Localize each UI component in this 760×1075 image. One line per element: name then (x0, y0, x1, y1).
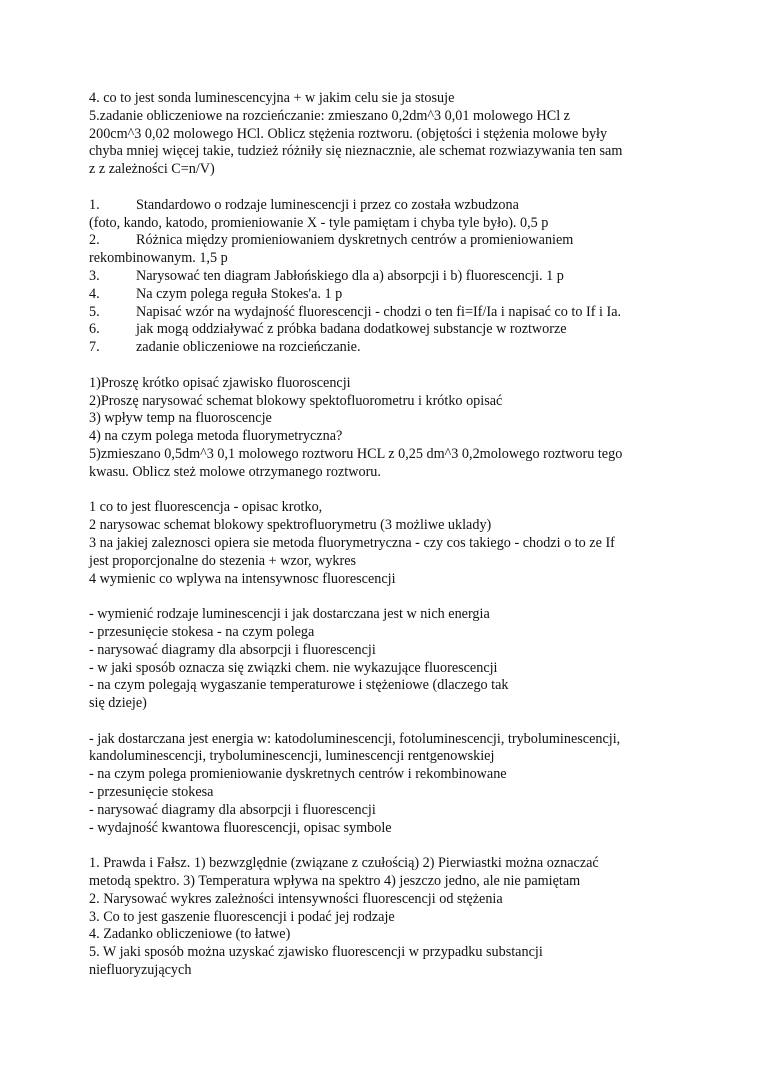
text-line: niefluoryzujących (89, 962, 192, 979)
numbered-item (89, 321, 689, 339)
numbered-item (89, 286, 689, 304)
text-block (89, 731, 689, 838)
text-line: 5.zadanie obliczeniowe na rozcieńczanie: zmieszano 0,2dm^3 0,01 molowego HCl z (89, 107, 570, 124)
item-text: (foto, kando, katodo, promieniowanie X - tyle pamiętam i chyba tyle było). 0,5 p (89, 214, 549, 231)
text-line: 3) wpływ temp na fluoroscencje (89, 410, 272, 427)
item-text: Narysować ten diagram Jabłońskiego dla a) absorpcji i b) fluorescencji. 1 p (136, 267, 564, 284)
item-text: Na czym polega reguła Stokes'a. 1 p (136, 285, 343, 302)
text-line: 4) na czym polega metoda fluorymetryczna? (89, 428, 343, 445)
text-line: 4. Zadanko obliczeniowe (to łatwe) (89, 926, 291, 943)
text-line: 3 na jakiej zaleznosci opiera sie metoda fluorymetryczna - czy cos takiego - chodzi o to ze If (89, 534, 615, 551)
text-block (89, 197, 689, 357)
item-number: 4. (89, 285, 100, 302)
text-line: - przesunięcie stokesa - na czym polega (89, 623, 315, 640)
text-line: - wymienić rodzaje luminescencji i jak dostarczana jest w nich energia (89, 606, 490, 623)
text-line: - w jaki sposób oznacza się związki chem. nie wykazujące fluorescencji (89, 659, 498, 676)
text-line: 200cm^3 0,02 molowego HCl. Oblicz stężenia roztworu. (objętości i stężenia molowe były (89, 125, 608, 142)
text-line: - przesunięcie stokesa (89, 784, 214, 801)
text-block (89, 375, 689, 482)
text-line: - wydajność kwantowa fluorescencji, opisac symbole (89, 819, 392, 836)
item-number: 1. (89, 196, 100, 213)
text-line: metodą spektro. 3) Temperatura wpływa na spektro 4) jeszczo jedno, ale nie pamiętam (89, 873, 581, 890)
item-text: Standardowo o rodzaje luminescencji i przez co została wzbudzona (136, 196, 519, 213)
text-line: - narysować diagramy dla absorpcji i fluorescencji (89, 801, 376, 818)
item-number: 7. (89, 339, 100, 356)
text-line: - na czym polega promieniowanie dyskretnych centrów i rekombinowane (89, 766, 507, 783)
text-line: 2)Proszę narysować schemat blokowy spektofluorometru i krótko opisać (89, 392, 503, 409)
text-line: 5)zmieszano 0,5dm^3 0,1 molowego roztworu HCL z 0,25 dm^3 0,2molowego roztworu tego (89, 445, 623, 462)
text-block (89, 499, 689, 588)
text-line: 5. W jaki sposób można uzyskać zjawisko fluorescencji w przypadku substancji (89, 944, 543, 961)
text-line: 3. Co to jest gaszenie fluorescencji i podać jej rodzaje (89, 908, 395, 925)
numbered-item (89, 215, 689, 233)
text-line: jest proporcjonalne do stezenia + wzor, wykres (89, 552, 357, 569)
numbered-item (89, 304, 689, 322)
numbered-item (89, 250, 689, 268)
text-line: - na czym polegają wygaszanie temperaturowe i stężeniowe (dlaczego tak (89, 677, 509, 694)
text-block (89, 855, 689, 980)
item-number: 3. (89, 267, 100, 284)
document-page (89, 90, 689, 998)
text-line: się dzieje) (89, 695, 147, 712)
text-line: 1 co to jest fluorescencja - opisac krotko, (89, 499, 323, 516)
text-block (89, 90, 689, 179)
numbered-item (89, 232, 689, 250)
numbered-item (89, 268, 689, 286)
item-number: 6. (89, 321, 100, 338)
text-line: kwasu. Oblicz steż molowe otrzymanego roztworu. (89, 463, 381, 480)
numbered-item (89, 339, 689, 357)
item-text: zadanie obliczeniowe na rozcieńczanie. (136, 339, 361, 356)
item-text: rekombinowanym. 1,5 p (89, 250, 228, 267)
item-number: 2. (89, 232, 100, 249)
text-line: kandoluminescencji, tryboluminescencji, luminescencji rentgenowskiej (89, 748, 495, 765)
text-line: - narysować diagramy dla absorpcji i fluorescencji (89, 641, 376, 658)
text-line: 1)Proszę krótko opisać zjawisko fluoroscencji (89, 374, 351, 391)
text-line: 2 narysowac schemat blokowy spektrofluorymetru (3 możliwe uklady) (89, 517, 492, 534)
item-text: jak mogą oddziaływać z próbka badana dodatkowej substancje w roztworze (136, 321, 567, 338)
text-line: 1. Prawda i Fałsz. 1) bezwzględnie (związane z czułością) 2) Pierwiastki można oznaczać (89, 855, 599, 872)
text-line: chyba mniej więcej takie, tudzież różniły się nieznacznie, ale schemat rozwiazywania ten sam (89, 143, 623, 160)
text-line: 4. co to jest sonda luminescencyjna + w jakim celu sie ja stosuje (89, 90, 455, 106)
item-number: 5. (89, 303, 100, 320)
text-line: 4 wymienic co wplywa na intensywnosc fluorescencji (89, 570, 396, 587)
text-block (89, 606, 689, 713)
item-text: Różnica między promieniowaniem dyskretnych centrów a promieniowaniem (136, 232, 574, 249)
text-line: 2. Narysować wykres zależności intensywności fluorescencji od stężenia (89, 890, 503, 907)
text-line: z z zależności C=n/V) (89, 161, 215, 178)
item-text: Napisać wzór na wydajność fluorescencji - chodzi o ten fi=If/Ia i napisać co to If i Ia. (136, 303, 622, 320)
text-line: - jak dostarczana jest energia w: katodoluminescencji, fotoluminescencji, tryboluminescencji, (89, 730, 621, 747)
numbered-item (89, 197, 689, 215)
